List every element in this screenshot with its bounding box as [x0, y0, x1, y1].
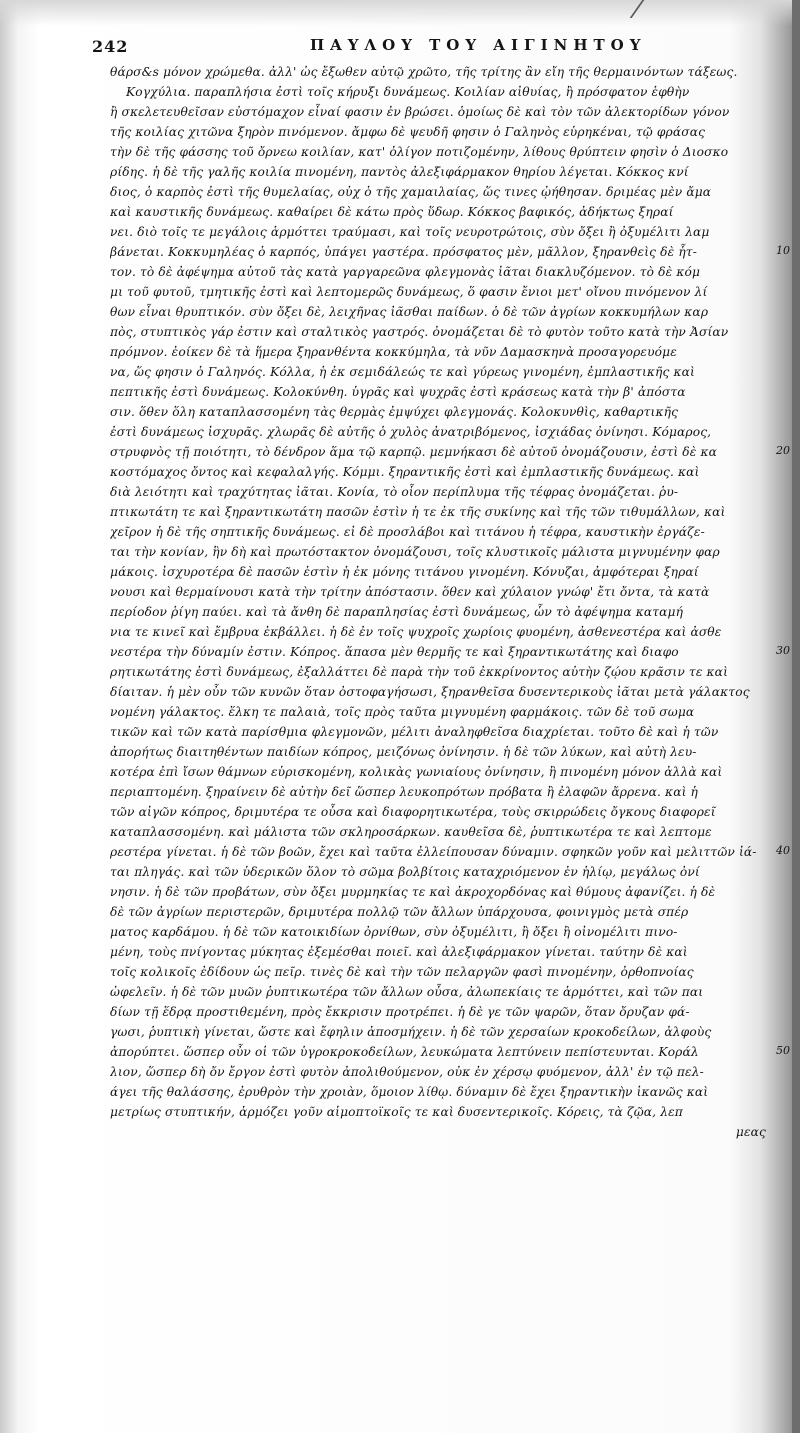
- text-line: πτικωτάτη τε καὶ ξηραντικωτάτη πασῶν ἐστὶν ἡ τε ἐκ τῆς συκίνης καὶ τῆς τῶν τιθυμάλλων, καὶ: [110, 505, 726, 519]
- margin-line-number: 40: [776, 844, 790, 857]
- text-line: πρόμνον. ἐοίκεν δὲ τὰ ἥμερα ξηρανθέντα κοκκύμηλα, τὰ νῦν Δαμασκηνὰ προσαγορευόμε: [110, 345, 677, 359]
- text-line: γωσι, ῥυπτικὴ γίνεται, ὥστε καὶ ἔφηλιν ἀποσμήχειν. ἡ δὲ τῶν χερσαίων κροκοδείλων, ἀλφοὺς: [110, 1025, 712, 1039]
- text-line: κοστόμαχος ὄντος καὶ κεφαλαλγής. Κόμμι. ξηραντικῆς ἐστὶ καὶ ἐμπλαστικῆς δυνάμεως. καὶ: [110, 465, 700, 479]
- running-head: ΠΑΥΛΟΥ ΤΟΥ ΑΙΓΙΝΗΤΟΥ: [310, 36, 647, 54]
- text-line: νουσι καὶ θερμαίνουσι κατὰ τὴν τρίτην ἀπόστασιν. ὅθεν καὶ χύλαιον γνώφ' ἔτι ὄντα, τὰ κατὰ: [110, 585, 710, 599]
- text-line: ματος καρδάμου. ἡ δὲ τῶν κατοικιδίων ὀρνίθων, σὺν ὀξυμέλιτι, ἢ ὄξει ἢ οἰνομέλιτι πινο-: [110, 925, 678, 939]
- text-line: θων εἶναι θρυπτικόν. σὺν ὄξει δὲ, λειχῆνας ἰᾶσθαι παίδων. ὁ δὲ τῶν ἀγρίων κοκκυμήλων καρ: [110, 305, 709, 319]
- text-line: δίαιταν. ἡ μὲν οὖν τῶν κυνῶν ὅταν ὀστοφαγήσωσι, ξηρανθεῖσα δυσεντερικοὺς ἰᾶται μετὰ γάλακτος: [110, 685, 750, 699]
- text-line: μεας: [735, 1125, 766, 1139]
- text-line: βάνεται. Κοκκυμηλέας ὁ καρπός, ὑπάγει γαστέρα. πρόσφατος μὲν, μᾶλλον, ξηρανθεὶς δὲ ἧτ-: [110, 245, 697, 259]
- text-line: καὶ καυστικῆς δυνάμεως. καθαίρει δὲ κάτω πρὸς ὕδωρ. Κόκκος βαφικός, ἀδήκτως ξηραί: [110, 205, 674, 219]
- text-line: δίων τῇ ἕδρᾳ προστιθεμένη, πρὸς ἔκκρισιν προτρέπει. ἡ δὲ γε τῶν ψαρῶν, ὅταν ὄρυζαν φά-: [110, 1005, 690, 1019]
- text-line: πὸς, στυπτικὸς γάρ ἐστιν καὶ σταλτικὸς γαστρός. ὀνομάζεται δὲ τὸ φυτὸν τοῦτο κατὰ τὴν Ἀσίαν: [110, 325, 729, 339]
- text-line: σιν. ὅθεν ὅλη καταπλασσομένη τὰς θερμὰς ἐμψύχει φλεγμονάς. Κολοκυνθὶς, καθαρτικῆς: [110, 405, 679, 419]
- page-number: 242: [92, 37, 129, 56]
- text-line: χεῖρον ἡ δὲ τῆς σηπτικῆς δυνάμεως. εἰ δὲ προσλάβοι καὶ τιτάνου ἡ τέφρα, καυστικὴν ἐργάζε-: [110, 525, 705, 539]
- text-line: κοτέρα ἐπὶ ἴσων θάμνων εὑρισκομένη, κολικὰς γωνιαίους ὀνίνησιν, ἣ πινομένη μόνον ἀλλὰ καὶ: [110, 765, 723, 779]
- margin-line-number: 50: [776, 1044, 790, 1057]
- text-line: μετρίως στυπτικήν, ἁρμόζει γοῦν αἱμοπτοϊκοῖς τε καὶ δυσεντερικοῖς. Κόρεις, τὰ ζῷα, λεπ: [110, 1105, 683, 1119]
- text-line: ἐστὶ δυνάμεως ἰσχυρᾶς. χλωρᾶς δὲ αὐτῆς ὁ χυλὸς ἀνατριβόμενος, ἰσχιάδας ὀνίνησι. Κόμαρος,: [110, 425, 712, 439]
- text-line: τον. τὸ δὲ ἀφέψημα αὐτοῦ τὰς κατὰ γαργαρεῶνα φλεγμονὰς ἰᾶται διακλυζόμενον. τὸ δὲ κόμ: [110, 265, 701, 279]
- text-line: μι τοῦ φυτοῦ, τμητικῆς ἐστὶ καὶ λεπτομερῶς δυνάμεως, ὅ φασιν ἔνιοι μετ' οἴνου πινόμενον λί: [110, 285, 708, 299]
- text-line: περιαπτομένη. ξηραίνειν δὲ αὐτὴν δεῖ ὥσπερ λευκοπρότων πρόβατα ἢ ἐλαφῶν ἄρρενα. καὶ ἡ: [110, 785, 698, 799]
- text-line: ἀπορύπτει. ὥσπερ οὖν οἱ τῶν ὑγροκροκοδείλων, λευκώματα λεπτύνειν πεπίστευνται. Κοράλ: [110, 1045, 699, 1059]
- text-line: τῆς κοιλίας χιτῶνα ξηρὸν πινόμενον. ἄμφω δὲ ψευδῆ φησιν ὁ Γαληνὸς εὑρηκέναι, τῷ φράσας: [110, 125, 706, 139]
- text-line: τικῶν καὶ τῶν κατὰ παρίσθμια φλεγμονῶν, μέλιτι ἀναληφθεῖσα διαχρίεται. τοῦτο δὲ καὶ ἡ τῶν: [110, 725, 719, 739]
- text-line: νια τε κινεῖ καὶ ἔμβρυα ἐκβάλλει. ἡ δὲ ἐν τοῖς ψυχροῖς χωρίοις φυομένη, ἀσθενεστέρα καὶ ἀσθε: [110, 625, 722, 639]
- text-line: λιον, ὥσπερ δὴ ὄν ἔργον ἐστὶ φυτὸν ἀπολιθούμενον, οὐκ ἐν χέρσῳ φυόμενον, ἀλλ' ἐν τῷ πελ-: [110, 1065, 704, 1079]
- text-line: πεπτικῆς ἐστὶ δυνάμεως. Κολοκύνθη. ὑγρᾶς καὶ ψυχρᾶς ἐστὶ κράσεως κατὰ τὴν β' ἀπόστα: [110, 385, 686, 399]
- text-line: νομένη γάλακτος. ἕλκη τε παλαιὰ, τοῖς πρὸς ταῦτα μιγνυμένη φαρμάκοις. τῶν δὲ τοῦ σωμα: [110, 705, 695, 719]
- text-line: στρυφνὸς τῇ ποιότητι, τὸ δένδρον ἅμα τῷ καρπῷ. μεμνήκασι δὲ αὐτοῦ ὀνομάζουσιν, ἐστὶ δὲ κα: [110, 445, 718, 459]
- text-line: ται πληγάς. καὶ τῶν ὑδερικῶν ὅλον τὸ σῶμα βολβίτοις καταχριόμενον ἐν ἡλίῳ, μεγάλως ὀνί: [110, 865, 700, 879]
- text-line: ἢ σκελετευθεῖσαν εὐστόμαχον εἶναί φασιν ἐν βρώσει. ὁμοίως δὲ καὶ τὸν τῶν ἀλεκτορίδων γόνον: [110, 105, 730, 119]
- text-line: νει. διὸ τοῖς τε μεγάλοις ἁρμόττει τραύμασι, καὶ τοῖς νευροτρώτοις, σὺν ὄξει ἢ ὀξυμέλιτι λαμ: [110, 225, 710, 239]
- text-line: μάκοις. ἰσχυροτέρα δὲ πασῶν ἐστὶν ἡ ἐκ μόνης τιτάνου γινομένη. Κόνυζαι, ἀμφότεραι ξηραί: [110, 565, 699, 579]
- text-line: τοῖς κολικοῖς ἐδίδουν ὡς πεῖρ. τινὲς δὲ καὶ τὴν τῶν πελαργῶν φασὶ πινομένην, ὀρθοπνοίας: [110, 965, 694, 979]
- text-line: διὰ λειότητι καὶ τραχύτητας ἰᾶται. Κονία, τὸ οἷον περίπλυμα τῆς τέφρας ὀνομάζεται. ῥυ-: [110, 485, 679, 499]
- text-line: ρίδης. ἡ δὲ τῆς γαλῆς κοιλία πινομένη, παντὸς ἀλεξιφάρμακον θηρίου λέγεται. Κόκκος κνί: [110, 165, 689, 179]
- text-line: μένη, τοὺς πνίγοντας μύκητας ἐξεμέσθαι ποιεῖ. καὶ ἀλεξιφάρμακον γίνεται. ταύτην δὲ καὶ: [110, 945, 688, 959]
- text-line: ἀπορήτως διαιτηθέντων παιδίων κόπρος, μειζόνως ὀνίνησιν. ἡ δὲ τῶν λύκων, καὶ αὐτὴ λευ-: [110, 745, 697, 759]
- margin-line-number: 20: [776, 444, 790, 457]
- text-line: ὠφελεῖν. ἡ δὲ τῶν μυῶν ῥυπτικωτέρα τῶν ἄλλων οὖσα, ἀλωπεκίαις τε ἁρμόττει, καὶ τῶν παι: [110, 985, 704, 999]
- margin-line-number: 10: [776, 244, 790, 257]
- text-line: νεστέρα τὴν δύναμίν ἐστιν. Κόπρος. ἅπασα μὲν θερμῆς τε καὶ ξηραντικωτάτης καὶ διαφο: [110, 645, 679, 659]
- text-line: ρητικωτάτης ἐστὶ δυνάμεως, ἐξαλλάττει δὲ παρὰ τὴν τοῦ ἐκκρίνοντος αὐτὴν ζῴου κρᾶσιν τε καὶ: [110, 665, 728, 679]
- text-line: διος, ὁ καρπὸς ἐστὶ τῆς θυμελαίας, οὐχ ὁ τῆς χαμαιλαίας, ὥς τινες ᾠήθησαν. δριμέας μὲν ἄμα: [110, 185, 712, 199]
- top-edge-shadow: [0, 0, 800, 26]
- text-line: περίοδον ῥίγη παύει. καὶ τὰ ἄνθη δὲ παραπλησίας ἐστὶ δυνάμεως, ὧν τὸ ἀφέψημα καταμή: [110, 605, 684, 619]
- text-line: ρεστέρα γίνεται. ἡ δὲ τῶν βοῶν, ἔχει καὶ ταῦτα ἐλλείπουσαν δύναμιν. σφηκῶν γοῦν καὶ μελιττῶν ἰά-: [110, 845, 757, 859]
- margin-line-number: 30: [776, 644, 790, 657]
- text-line: να, ὥς φησιν ὁ Γαληνός. Κόλλα, ἡ ἐκ σεμιδάλεώς τε καὶ γύρεως γινομένη, ἐμπλαστικῆς καὶ: [110, 365, 695, 379]
- text-line: Κογχύλια. παραπλήσια ἐστὶ τοῖς κήρυξι δυνάμεως. Κοιλίαν αἰθυίας, ἢ πρόσφατον ἑφθὴν: [126, 85, 690, 99]
- text-line: δὲ τῶν ἀγρίων περιστερῶν, δριμυτέρα πολλῷ τῶν ἄλλων ὑπάρχουσα, φοινιγμὸς μετὰ σπέρ: [110, 905, 689, 919]
- text-line: ται τὴν κονίαν, ἣν δὴ καὶ πρωτόστακτον ὀνομάζουσι, τοῖς κλυστικοῖς μάλιστα μιγνυμένην φαρ: [110, 545, 720, 559]
- text-line: τῶν αἰγῶν κόπρος, δριμυτέρα τε οὖσα καὶ διαφορητικωτέρα, τοὺς σκιρρώδεις ὄγκους διαφορεῖ: [110, 805, 716, 819]
- text-line: άγει τῆς θαλάσσης, ἐρυθρὸν τὴν χροιὰν, ὅμοιον λίθῳ. δύναμιν δὲ ἔχει ξηραντικὴν ἱκανῶς καὶ: [110, 1085, 709, 1099]
- text-line: καταπλασσομένη. καὶ μάλιστα τῶν σκληροσάρκων. καυθεῖσα δὲ, ῥυπτικωτέρα τε καὶ λεπτομε: [110, 825, 712, 839]
- text-line: νησιν. ἡ δὲ τῶν προβάτων, σὺν ὄξει μυρμηκίας τε καὶ ἀκροχορδόνας καὶ θύμους ἀφανίζει. ἡ δὲ: [110, 885, 716, 899]
- body-text: [110, 62, 770, 1142]
- text-line: θάρσ&s μόνον χρώμεθα. ἀλλ' ὡς ἔξωθεν αὐτῷ χρῶτο, τῆς τρίτης ἂν εἴη τῆς θερμαινόντων τάξεως.: [110, 65, 738, 79]
- book-spine-edge: [792, 0, 800, 1433]
- text-line: τὴν δὲ τῆς φάσσης τοῦ ὄρνεω κοιλίαν, κατ' ὀλίγον ποτιζομένην, λίθους θρύπτειν φησὶν ὁ Διοσκο: [110, 145, 729, 159]
